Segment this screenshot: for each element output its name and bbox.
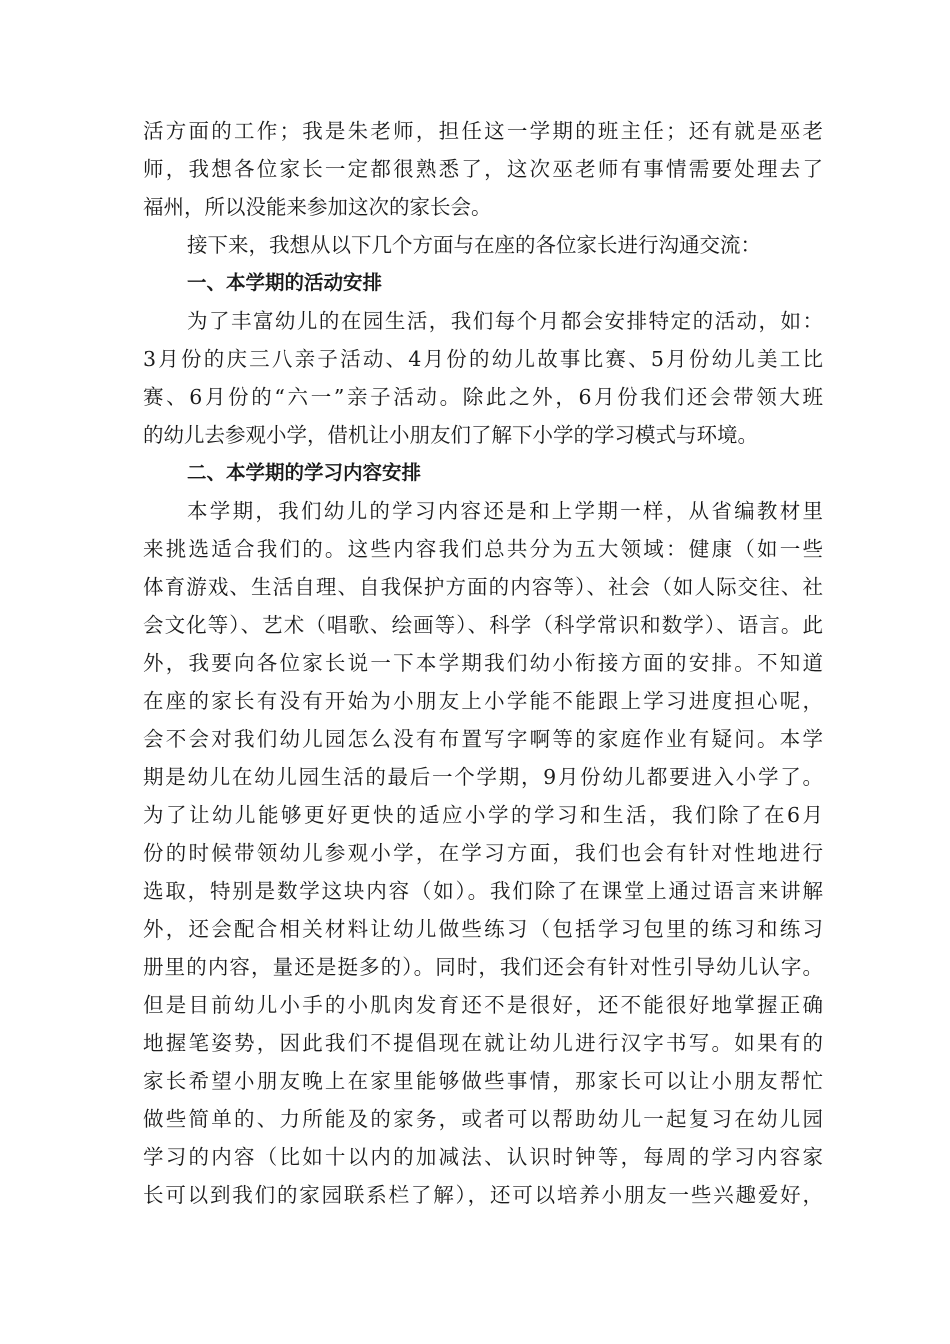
text-line: 做些简单的、力所能及的家务，或者可以帮助幼儿一起复习在幼儿园 — [143, 1107, 823, 1131]
heading-text: 一、本学期的活动安排 — [187, 271, 383, 294]
text-line: 长可以到我们的家园联系栏了解），还可以培养小朋友一些兴趣爱好， — [143, 1183, 823, 1207]
text-line: 但是目前幼儿小手的小肌肉发育还不是很好，还不能很好地掌握正确 — [143, 993, 823, 1017]
text-line: 来挑选适合我们的。这些内容我们总共分为五大领域：健康（如一些 — [143, 537, 823, 561]
text-line: 的幼儿去参观小学，借机让小朋友们了解下小学的学习模式与环境。 — [143, 423, 758, 447]
text-line: 本学期，我们幼儿的学习内容还是和上学期一样，从省编教材里 — [187, 499, 823, 523]
text-line: 期是幼儿在幼儿园生活的最后一个学期，9月份幼儿都要进入小学了。 — [143, 765, 823, 789]
text-line: 册里的内容，量还是挺多的）。同时，我们还会有针对性引导幼儿认字。 — [143, 955, 823, 979]
text-line: 活方面的工作；我是朱老师，担任这一学期的班主任；还有就是巫老 — [143, 119, 823, 143]
text-line: 会不会对我们幼儿园怎么没有布置写字啊等的家庭作业有疑问。本学 — [143, 727, 823, 751]
text-line: 接下来，我想从以下几个方面与在座的各位家长进行沟通交流： — [187, 233, 761, 257]
text-line: 份的时候带领幼儿参观小学，在学习方面，我们也会有针对性地进行 — [143, 841, 823, 865]
text-line: 家长希望小朋友晚上在家里能够做些事情，那家长可以让小朋友帮忙 — [143, 1069, 823, 1093]
text-line: 为了让幼儿能够更好更快的适应小学的学习和生活，我们除了在6月 — [143, 803, 823, 827]
text-line: 师，我想各位家长一定都很熟悉了，这次巫老师有事情需要处理去了 — [143, 157, 823, 181]
text-line: 在座的家长有没有开始为小朋友上小学能不能跟上学习进度担心呢， — [143, 689, 823, 713]
text-line: 体育游戏、生活自理、自我保护方面的内容等）、社会（如人际交往、社 — [143, 575, 823, 599]
text-line: 为了丰富幼儿的在园生活，我们每个月都会安排特定的活动，如： — [187, 309, 823, 333]
text-line: 赛、6月份的“六一”亲子活动。除此之外，6月份我们还会带领大班 — [143, 385, 823, 409]
paragraph — [143, 226, 823, 264]
paragraph — [143, 302, 823, 454]
document-body — [143, 112, 823, 1214]
heading-text: 二、本学期的学习内容安排 — [187, 461, 422, 484]
text-line: 地握笔姿势，因此我们不提倡现在就让幼儿进行汉字书写。如果有的 — [143, 1031, 823, 1055]
paragraph — [143, 112, 823, 226]
section-heading — [143, 264, 823, 302]
text-line: 学习的内容（比如十以内的加减法、认识时钟等，每周的学习内容家 — [143, 1145, 823, 1169]
text-line: 外，我要向各位家长说一下本学期我们幼小衔接方面的安排。不知道 — [143, 651, 823, 675]
section-heading — [143, 454, 823, 492]
text-line: 选取，特别是数学这块内容（如）。我们除了在课堂上通过语言来讲解 — [143, 879, 823, 903]
paragraph — [143, 492, 823, 1214]
text-line: 外，还会配合相关材料让幼儿做些练习（包括学习包里的练习和练习 — [143, 917, 823, 941]
text-line: 会文化等）、艺术（唱歌、绘画等）、科学（科学常识和数学）、语言。此 — [143, 613, 823, 637]
text-line: 福州，所以没能来参加这次的家长会。 — [143, 195, 492, 219]
text-line: 3月份的庆三八亲子活动、4月份的幼儿故事比赛、5月份幼儿美工比 — [143, 347, 823, 371]
